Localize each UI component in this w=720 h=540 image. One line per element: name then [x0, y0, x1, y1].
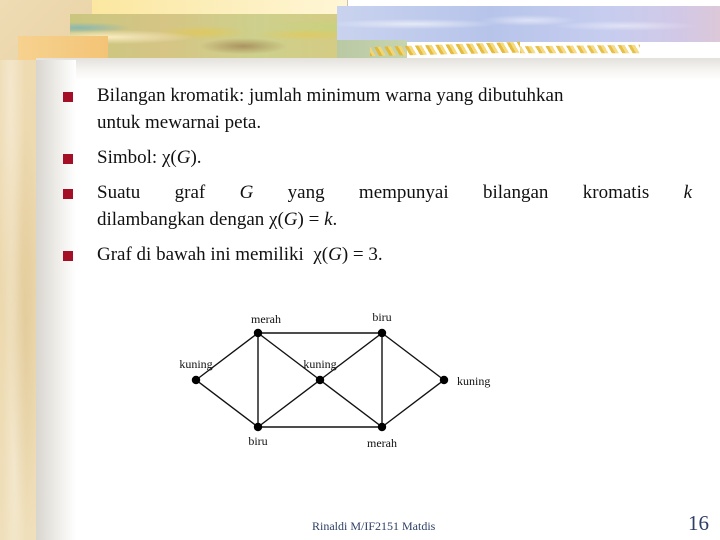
- graph-node-kuning: [440, 376, 448, 384]
- graph-node-kuning: [316, 376, 324, 384]
- k-variable: k: [324, 209, 333, 230]
- graph-node-biru: [378, 329, 386, 337]
- chi-symbol: χ: [269, 209, 278, 230]
- graph-variable: G: [176, 147, 191, 168]
- paren-close: ).: [190, 147, 202, 168]
- graph-node-biru: [254, 423, 262, 431]
- footer-credit: Rinaldi M/IF2151 Matdis: [312, 519, 436, 533]
- graph-edge: [196, 380, 258, 427]
- graph-node-merah: [378, 423, 386, 431]
- graph-nodes: [192, 329, 448, 431]
- node-color-label: merah: [367, 436, 397, 450]
- graph-edge: [382, 333, 444, 380]
- word: mempunyai: [358, 182, 449, 203]
- node-color-label: biru: [248, 434, 268, 448]
- graph-variable: G: [328, 244, 342, 265]
- bullet-text-line1: Bilangan kromatik: jumlah minimum warna yang dibutuhkan: [97, 85, 564, 106]
- chi-symbol: χ: [313, 244, 322, 265]
- graph-node-kuning: [192, 376, 200, 384]
- word: bilangan: [482, 182, 549, 203]
- node-color-label: kuning: [179, 357, 213, 371]
- graph-edge: [320, 380, 382, 427]
- graph-node-merah: [254, 329, 262, 337]
- word: kromatis: [582, 182, 650, 203]
- paren-open: (: [170, 147, 177, 168]
- word: yang: [287, 182, 325, 203]
- k-variable: k: [683, 182, 693, 203]
- word: Suatu: [97, 182, 141, 203]
- bullet-text-line2: untuk mewarnai peta.: [97, 112, 262, 133]
- node-color-label: kuning: [457, 374, 491, 388]
- graph-edge: [382, 380, 444, 427]
- graph-variable: G: [283, 209, 298, 230]
- symbol-prefix: Simbol:: [97, 147, 162, 168]
- equals-three: ) = 3.: [341, 244, 383, 265]
- page-number: 16: [688, 511, 709, 535]
- chi-symbol: χ: [161, 147, 171, 168]
- graph-edge: [258, 380, 320, 427]
- paren-open: (: [277, 209, 284, 230]
- line2-prefix: dilambangkan dengan: [97, 209, 270, 230]
- node-color-label: merah: [251, 312, 281, 326]
- word: graf: [174, 182, 206, 203]
- node-color-label: biru: [372, 310, 392, 324]
- node-color-label: kuning: [303, 357, 337, 371]
- paren-open: (: [321, 244, 329, 265]
- period: .: [332, 209, 338, 230]
- example-prefix: Graf di bawah ini memiliki: [97, 244, 314, 265]
- equals: ) =: [297, 209, 325, 230]
- graph-variable: G: [239, 182, 254, 203]
